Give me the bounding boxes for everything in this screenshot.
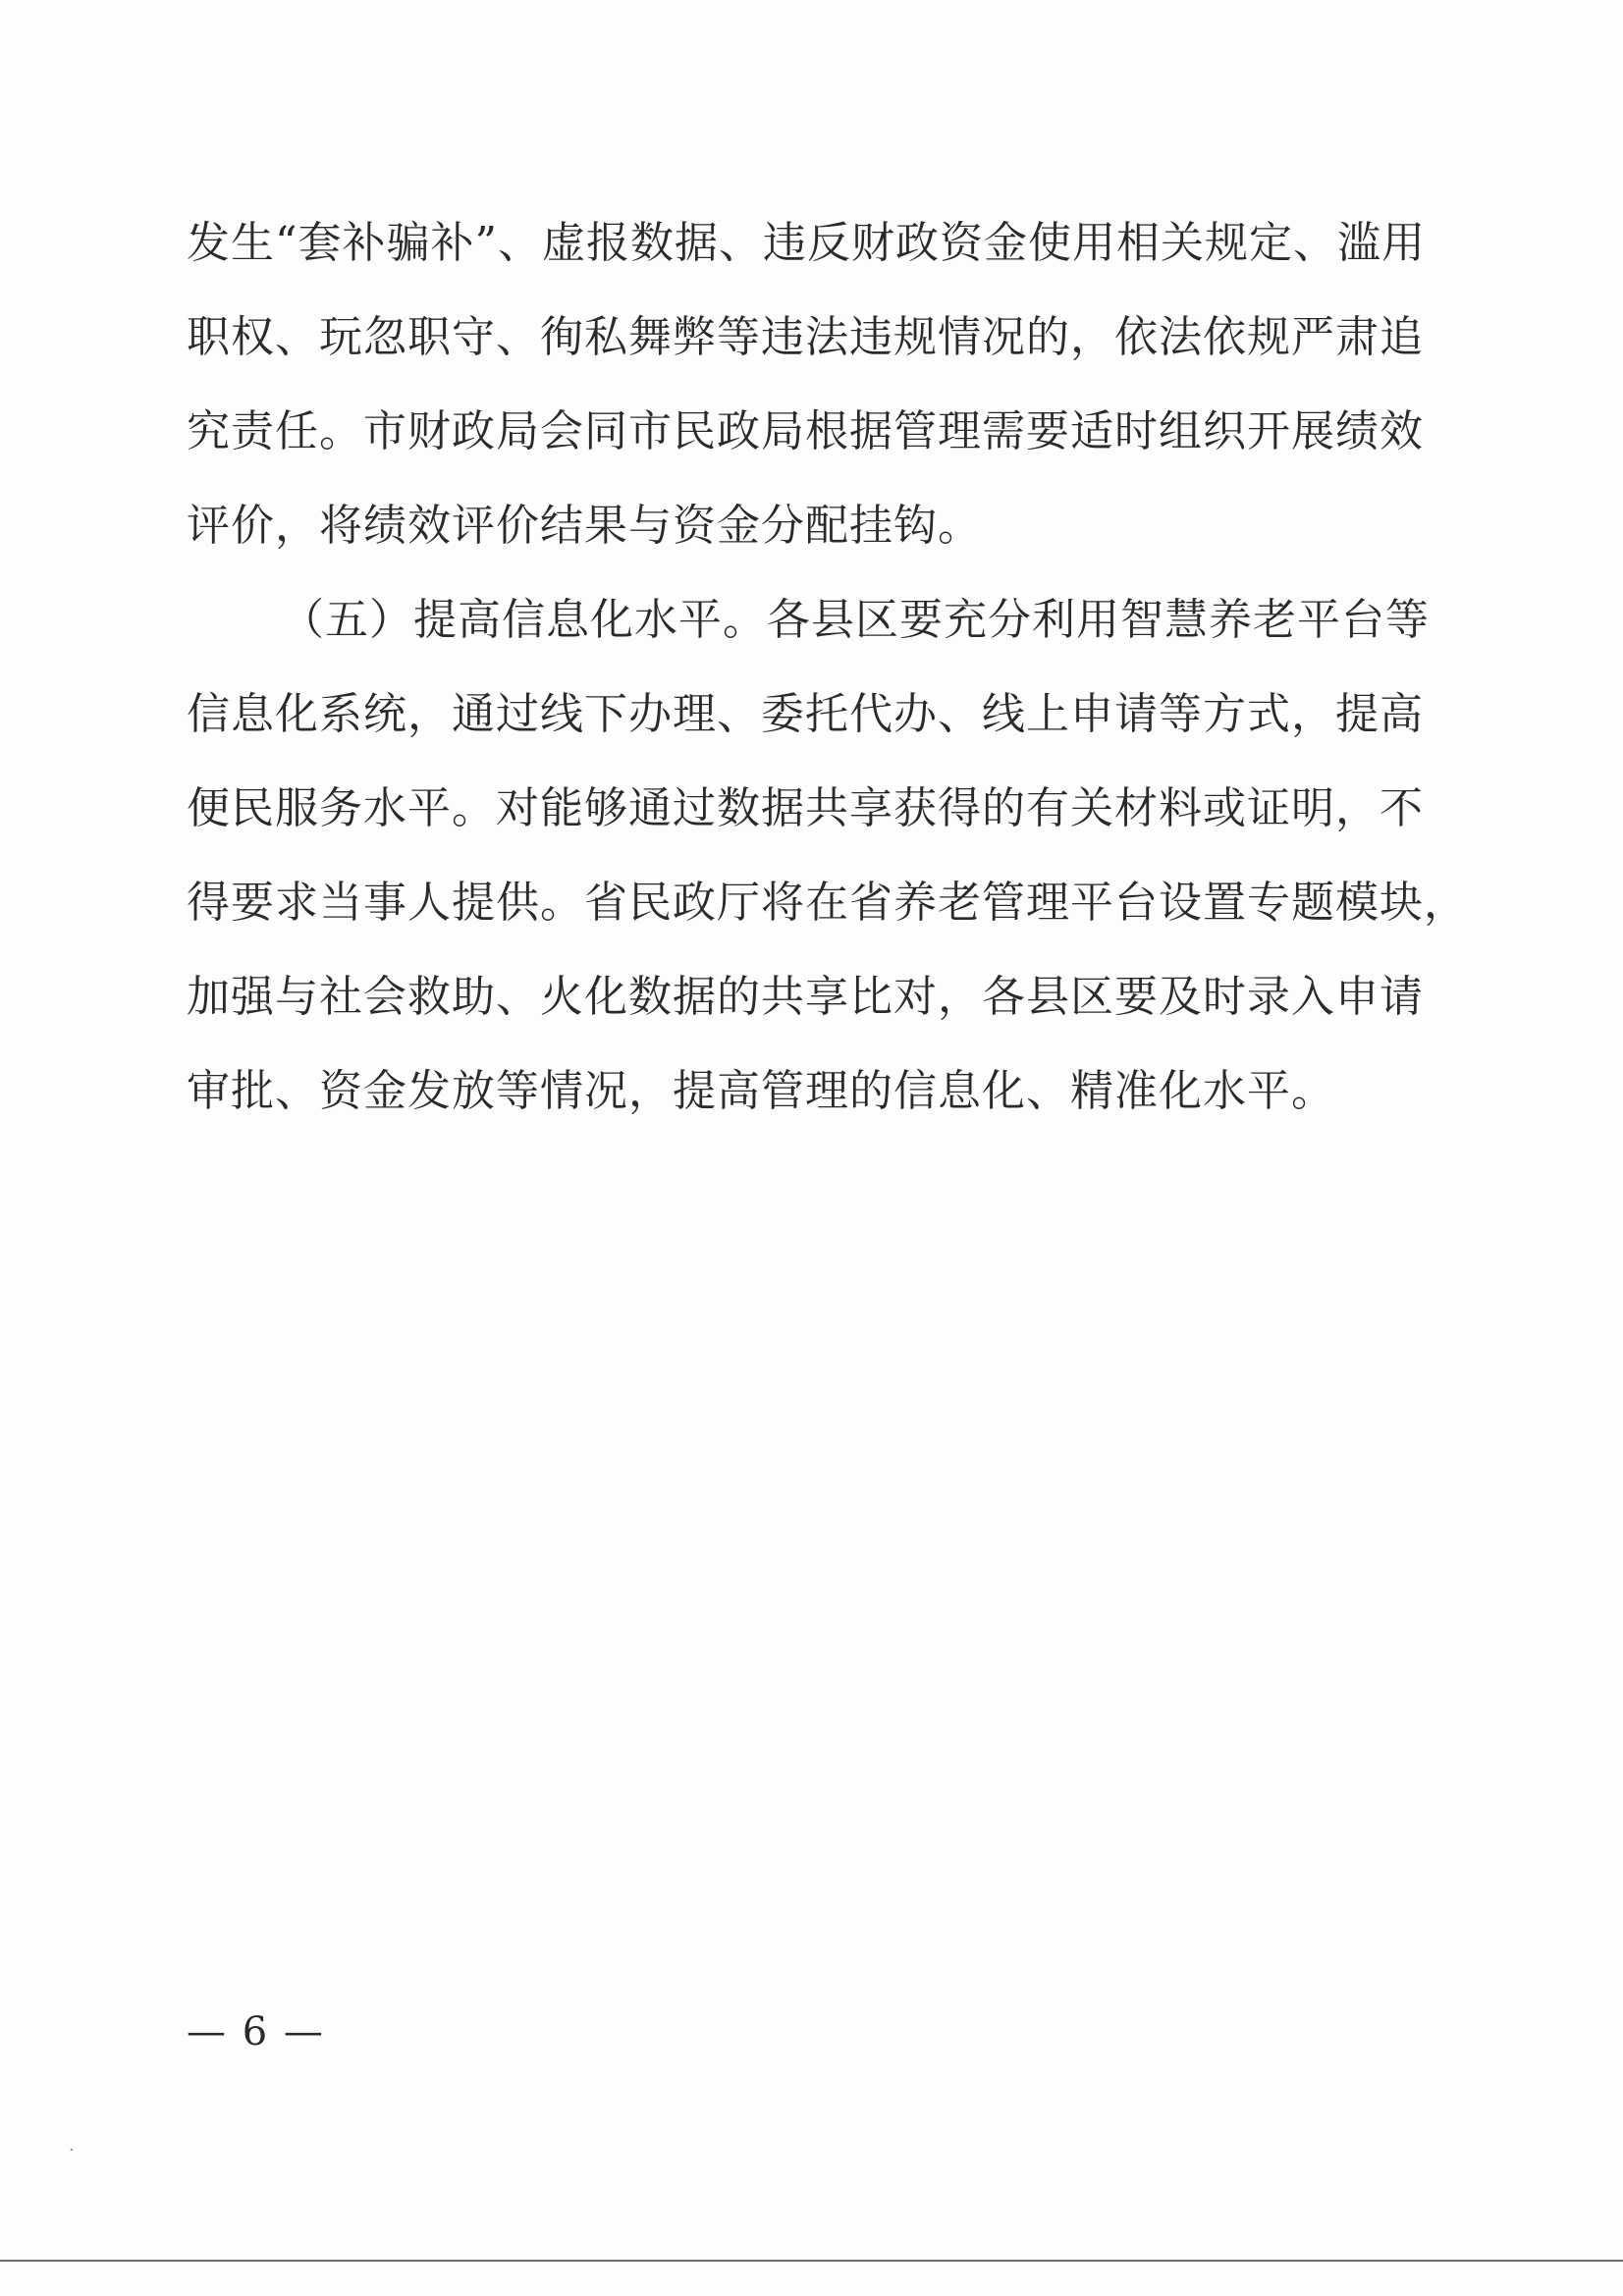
text-line: 加强与社会救助、火化数据的共享比对，各县区要及时录入申请 bbox=[187, 972, 1424, 1022]
scan-edge-line bbox=[0, 2260, 1623, 2262]
text-line: 审批、资金发放等情况，提高管理的信息化、精准化水平。 bbox=[187, 1066, 1335, 1116]
page-number: — 6 — bbox=[187, 2009, 325, 2055]
text-line: 职权、玩忽职守、徇私舞弊等违法违规情况的，依法依规严肃追 bbox=[187, 312, 1424, 362]
text-line: （五）提高信息化水平。各县区要充分利用智慧养老平台等 bbox=[281, 595, 1430, 645]
text-line: 评价，将绩效评价结果与资金分配挂钩。 bbox=[187, 501, 982, 551]
text-line: 得要求当事人提供。省民政厅将在省养老管理平台设置专题模块， bbox=[187, 878, 1468, 928]
text-line: 信息化系统，通过线下办理、委托代办、线上申请等方式，提高 bbox=[187, 689, 1424, 739]
body-text bbox=[187, 196, 1468, 1139]
text-line: 发生“套补骗补”、虚报数据、违反财政资金使用相关规定、滥用 bbox=[187, 218, 1426, 268]
scan-speck: · bbox=[69, 2140, 75, 2161]
text-line: 究责任。市财政局会同市民政局根据管理需要适时组织开展绩效 bbox=[187, 406, 1424, 456]
text-line: 便民服务水平。对能够通过数据共享获得的有关材料或证明，不 bbox=[187, 783, 1424, 833]
